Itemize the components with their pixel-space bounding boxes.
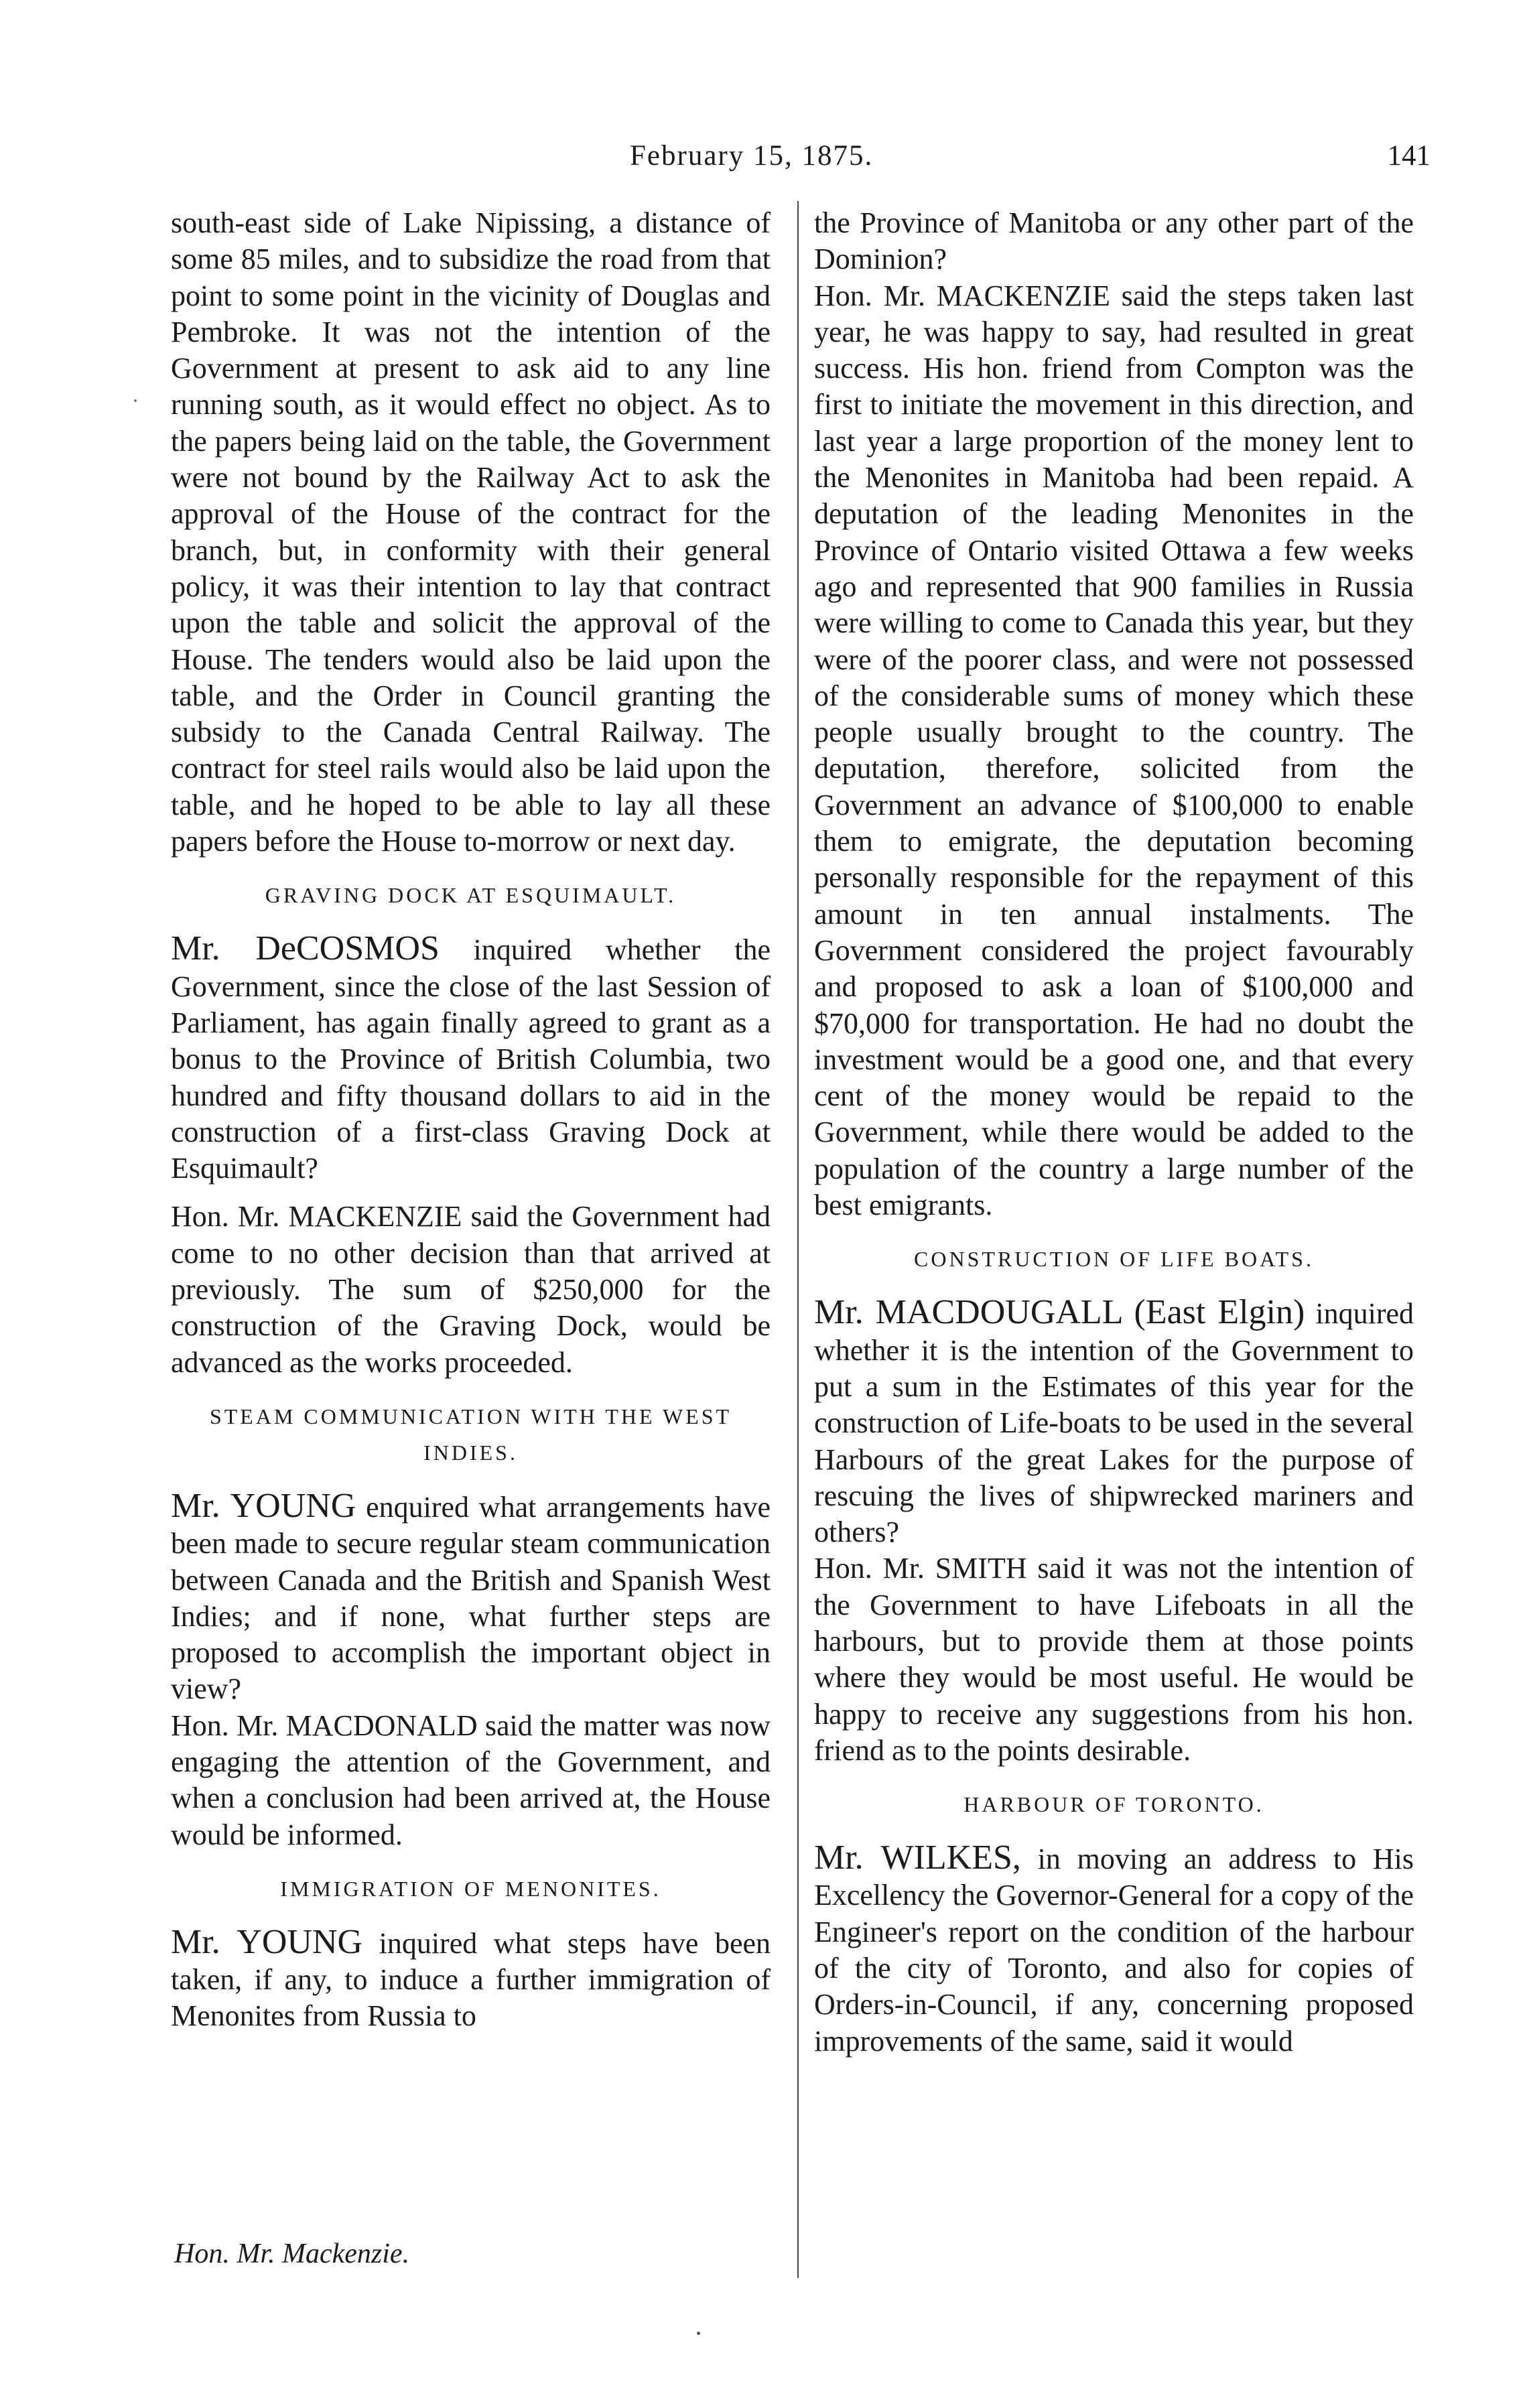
- speaker-name: Mr. YOUNG: [171, 1486, 356, 1525]
- paragraph-young-question: [171, 1488, 771, 1708]
- paragraph-text: in moving an address to His Excellency the Governor-General for a copy of the Engineer's report on the condition of the harbour of the city of Toronto, and also for copies of Orders-in-Council, if any, concerning proposed improvements of the same, said it would: [814, 1843, 1414, 2058]
- page-header: [168, 139, 1441, 180]
- speaker-name: Mr. YOUNG: [171, 1922, 363, 1961]
- column-divider: [797, 201, 799, 2278]
- paragraph-text: inquired whether it is the intention of the Government to put a sum in the Estimates of this year for the construction of Life-boats to be used in the several Harbours of the great Lakes for the purpose of rescuing the lives of shipwrecked mariners and others?: [814, 1297, 1414, 1549]
- left-column: [171, 205, 771, 2035]
- paragraph-wilkes-motion: [814, 1840, 1414, 2060]
- print-dot: [697, 2332, 700, 2335]
- paragraph-text: enquired what arrangements have been made to secure regular steam communication between Canada and the British and Spanish West Indies; and if none, what further steps are proposed to accomplish the important object in view?: [171, 1490, 771, 1706]
- paragraph-mackenzie-menonites: Hon. Mr. MACKENZIE said the steps taken last year, he was happy to say, had resulted in great success. His hon. friend from Compton was the first to initiate the movement in this direction, and last year a large proportion of the money lent to the Menonites in Manitoba had been repaid. A deputation of the leading Menonites in the Province of Ontario visited Ottawa a few weeks ago and represented that 900 families in Russia were willing to come to Canada this year, but they were of the poorer class, and were not possessed of the considerable sums of money which these people usually brought to the country. The deputation, therefore, solicited from the Government an advance of $100,000 to enable them to emigrate, the deputation becoming personally responsible for the repayment of this amount in ten annual instalments. The Government considered the project favourably and proposed to ask a loan of $100,000 and $70,000 for transportation. He had no doubt the investment would be a good one, and that every cent of the money would be repaid to the Government, while there would be added to the population of the country a large number of the best emigrants.: [814, 279, 1414, 1222]
- paragraph-text: inquired whether the Government, since the close of the last Session of Parliament, has again finally agreed to grant as a bonus to the Province of British Columbia, two hundred and fifty thousand dollars to aid in the construction of a first-class Graving Dock at Esquimault?: [171, 933, 771, 1185]
- paragraph-macdougall-question: [814, 1294, 1414, 1550]
- paragraph-continuation: the Province of Manitoba or any other part of the Dominion?: [814, 206, 1414, 276]
- heading-life-boats: CONSTRUCTION OF LIFE BOATS.: [914, 1247, 1314, 1272]
- paragraph-macdonald-answer: Hon. Mr. MACDONALD said the matter was now engaging the attention of the Government, and when a conclusion had been arrived at, the House would be informed.: [171, 1709, 771, 1851]
- paragraph-text: inquired what steps have been taken, if any, to induce a further immigration of Menonites from Russia to: [171, 1926, 771, 2033]
- heading-immigration-menonites: IMMIGRATION OF MENONITES.: [280, 1876, 661, 1901]
- margin-mark: [134, 399, 137, 402]
- paragraph-decosmos-question: [171, 931, 771, 1187]
- header-date: February 15, 1875.: [630, 140, 874, 172]
- catchword: Hon. Mr. Mackenzie.: [174, 2238, 410, 2269]
- paragraph-continuation: south-east side of Lake Nipissing, a distance of some 85 miles, and to subsidize the road from that point to some point in the vicinity of Douglas and Pembroke. It was not the intention of the Government at present to ask aid to any line running south, as it would effect no object. As to the papers being laid on the table, the Government were not bound by the Railway Act to ask the approval of the House of the contract for the branch, but, in conformity with their general policy, it was their intention to lay that contract upon the table and solicit the approval of the House. The tenders would also be laid upon the table, and the Order in Council granting the subsidy to the Canada Central Railway. The contract for steel rails would also be laid upon the table, and he hoped to be able to lay all these papers before the House to-morrow or next day.: [171, 206, 771, 858]
- page-number: 141: [1387, 140, 1431, 172]
- paragraph-mackenzie-answer: Hon. Mr. MACKENZIE said the Government had come to no other decision than that arrived at previously. The sum of $250,000 for the construction of the Graving Dock, would be advanced as the works proceeded.: [171, 1200, 771, 1379]
- speaker-name: Mr. WILKES,: [814, 1838, 1021, 1877]
- heading-graving-dock: GRAVING DOCK AT ESQUIMAULT.: [265, 883, 677, 908]
- right-column: [814, 205, 1414, 2060]
- speaker-name: Mr. MACDOUGALL (East Elgin): [814, 1293, 1305, 1332]
- paragraph-smith-answer: Hon. Mr. SMITH said it was not the intention of the Government to have Lifeboats in all the harbours, but to provide them at those points where they would be most useful. He would be happy to receive any suggestions from his hon. friend as to the points desirable.: [814, 1552, 1414, 1767]
- speaker-name: Mr. DeCOSMOS: [171, 929, 440, 968]
- paragraph-young-menonites: [171, 1924, 771, 2035]
- heading-harbour-toronto: HARBOUR OF TORONTO.: [963, 1792, 1264, 1817]
- heading-steam-communication: STEAM COMMUNICATION WITH THE WEST INDIES.: [209, 1404, 732, 1465]
